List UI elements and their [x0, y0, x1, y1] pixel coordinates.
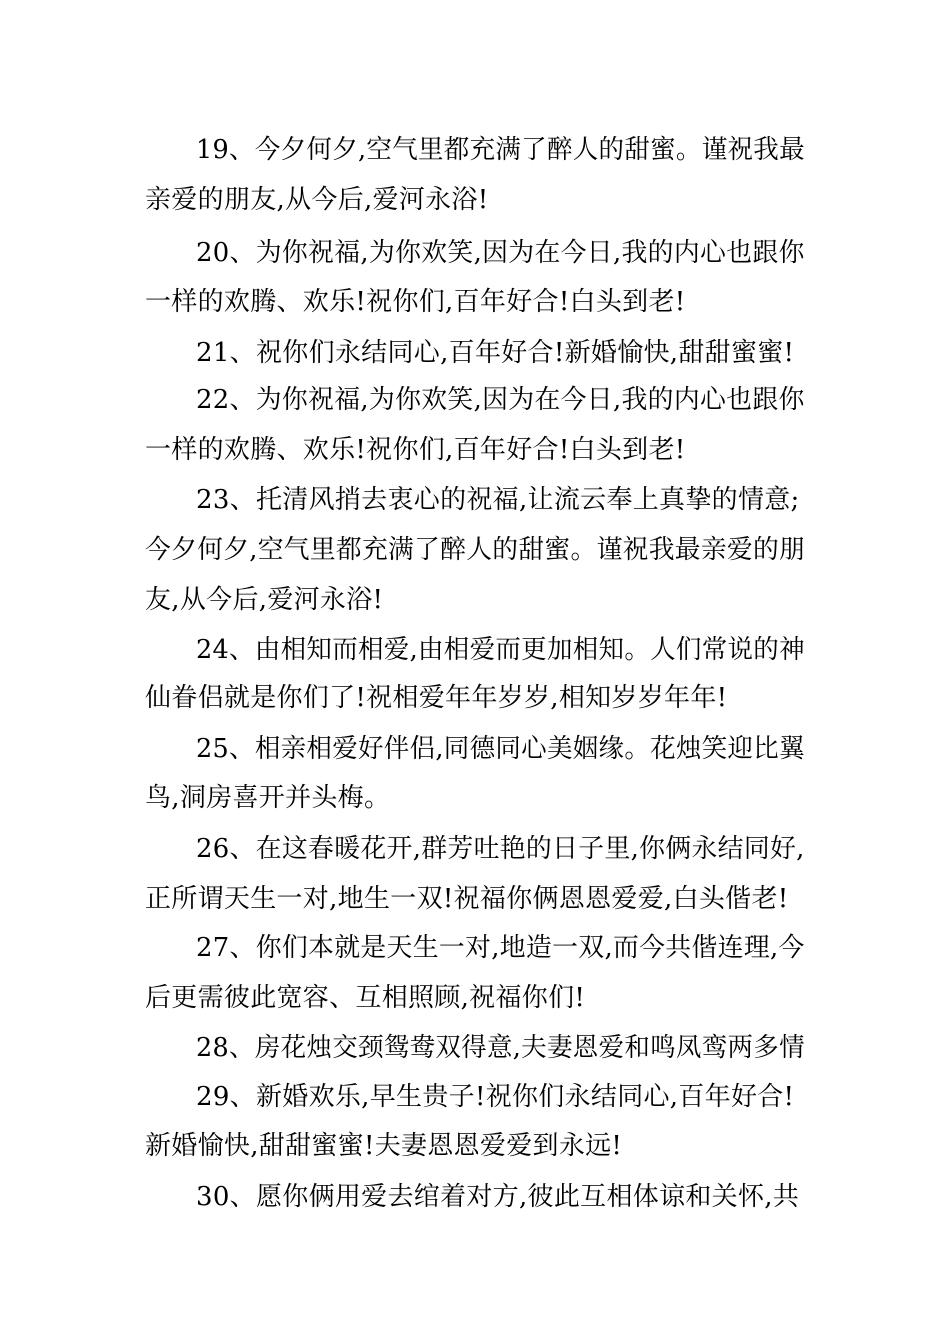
text-line: 30、愿你俩用爱去绾着对方,彼此互相体谅和关怀,共 [196, 1182, 800, 1212]
text-line: 27、你们本就是天生一对,地造一双,而今共偕连理,今 [196, 933, 805, 963]
text-line: 23、托清风捎去衷心的祝福,让流云奉上真挚的情意; [196, 485, 800, 515]
text-line: 友,从今后,爱河永浴! [145, 585, 384, 615]
text-line: 仙眷侣就是你们了!祝相爱年年岁岁,相知岁岁年年! [145, 683, 728, 713]
text-line: 一样的欢腾、欢乐!祝你们,百年好合!白头到老! [145, 287, 686, 317]
text-line: 亲爱的朋友,从今后,爱河永浴! [145, 185, 489, 215]
text-line: 24、由相知而相爱,由相爱而更加相知。人们常说的神 [196, 635, 805, 665]
text-line: 20、为你祝福,为你欢笑,因为在今日,我的内心也跟你 [196, 238, 805, 268]
text-line: 正所谓天生一对,地生一双!祝福你俩恩恩爱爱,白头偕老! [145, 884, 789, 914]
text-line: 28、房花烛交颈鸳鸯双得意,夫妻恩爱和鸣凤鸾两多情 [196, 1033, 805, 1063]
text-line: 新婚愉快,甜甜蜜蜜!夫妻恩恩爱爱到永远! [145, 1131, 623, 1161]
text-line: 19、今夕何夕,空气里都充满了醉人的甜蜜。谨祝我最 [196, 135, 805, 165]
text-line: 25、相亲相爱好伴侣,同德同心美姻缘。花烛笑迎比翼 [196, 734, 805, 764]
text-line: 一样的欢腾、欢乐!祝你们,百年好合!白头到老! [145, 435, 686, 465]
text-line: 29、新婚欢乐,早生贵子!祝你们永结同心,百年好合! [196, 1082, 795, 1112]
text-line: 21、祝你们永结同心,百年好合!新婚愉快,甜甜蜜蜜! [196, 338, 795, 368]
text-line: 今夕何夕,空气里都充满了醉人的甜蜜。谨祝我最亲爱的朋 [145, 535, 806, 565]
text-line: 鸟,洞房喜开并头梅。 [145, 783, 391, 813]
text-line: 26、在这春暖花开,群芳吐艳的日子里,你俩永结同好, [196, 834, 805, 864]
text-line: 22、为你祝福,为你欢笑,因为在今日,我的内心也跟你 [196, 385, 805, 415]
text-line: 后更需彼此宽容、互相照顾,祝福你们! [145, 983, 586, 1013]
